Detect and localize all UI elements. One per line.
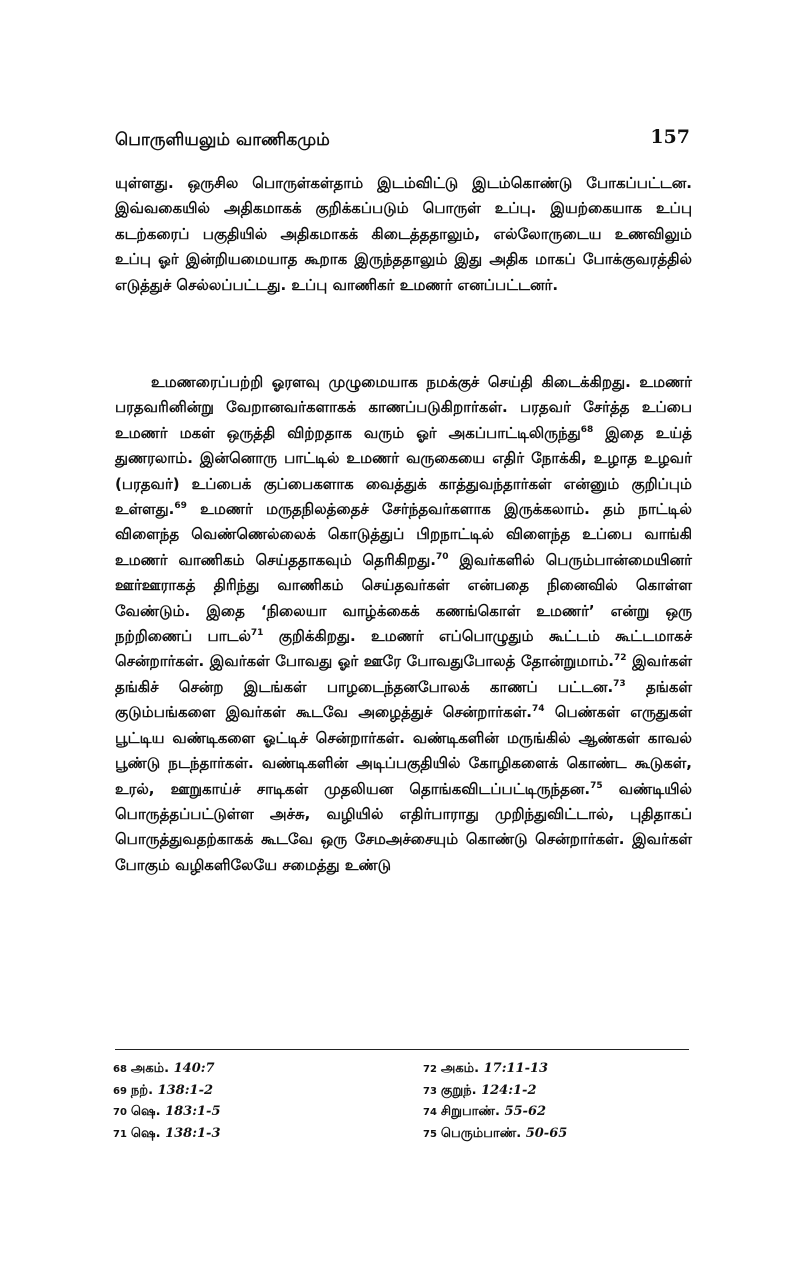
footnote-marker: 69 bbox=[174, 501, 187, 512]
footnote-source: குறுந். bbox=[440, 1082, 477, 1098]
footnote-entry bbox=[423, 1102, 693, 1124]
footnote-source: சிறுபாண். bbox=[440, 1104, 500, 1119]
footnote-marker: 74 bbox=[531, 704, 545, 715]
paragraph-text-run: குறிக்கிறது. உமணர் எப்பொழுதும் கூட்டம் கூட்டமாகச் சென்றார்கள். இவர்கள் போவது ஓர் ஊரே போவதுபோலத் தோன்றுமாம். bbox=[115, 627, 692, 671]
paragraph-text-run: வண்டியில் பொருத்தப்பட்டுள்ள அச்சு, வழியில் எதிர்பாராது முறிந்துவிட்டால், புதிதாகப் பொருத்துவதற்காகக் கூடவே ஒரு சேமஅச்சையும் கொண்டு சென்றார்கள். இவர்கள் போகும் வழிகளிலேயே சமைத்து உண்டு bbox=[115, 779, 693, 874]
footnote-marker: 70 bbox=[435, 551, 449, 562]
footnote-entry bbox=[423, 1081, 693, 1103]
footnote-source: ஷெ. bbox=[130, 1104, 161, 1119]
footnote-source: அகம். bbox=[440, 1061, 480, 1076]
footnote-number: 70 bbox=[113, 1107, 127, 1118]
footnote-entry bbox=[113, 1124, 383, 1146]
paragraph-text-run: உமணர் மருதநிலத்தைச் சேர்ந்தவர்களாக இருக்கலாம். தம் நாட்டில் விளைந்த வெண்ணெல்லைக் கொடுத்துப் பிறநாட்டில் விளைந்த உப்பை வாங்கி உமணர் வாணிகம் செய்ததாகவும் தெரிகிறது. bbox=[115, 500, 692, 569]
footnote-entry bbox=[113, 1059, 383, 1081]
footnote-source: அகம். bbox=[130, 1061, 170, 1076]
page-number: 157 bbox=[650, 126, 690, 148]
paragraph-text-run: இவர்கள் தங்கிச் சென்ற இடங்கள் பாழடைந்தனபோலக் காணப் பட்டன. bbox=[115, 652, 692, 696]
footnotes-left-column bbox=[113, 1059, 383, 1145]
footnote-marker: 75 bbox=[590, 780, 603, 791]
footnote-number: 72 bbox=[423, 1064, 437, 1075]
footnote-entry bbox=[113, 1081, 383, 1103]
footnotes-right-column bbox=[423, 1059, 693, 1145]
footnote-reference: 138:1-2 bbox=[157, 1082, 214, 1098]
page-header bbox=[115, 126, 690, 156]
footnote-source: பெரும்பாண். bbox=[440, 1125, 522, 1141]
footnote-reference: 138:1-3 bbox=[165, 1125, 221, 1141]
footnote-reference: 124:1-2 bbox=[481, 1082, 537, 1098]
footnote-marker: 72 bbox=[614, 653, 627, 664]
footnote-reference: 50-65 bbox=[525, 1125, 568, 1141]
paragraph-text-run: பெண்கள் எருதுகள் பூட்டிய வண்டிகளை ஓட்டிச் சென்றார்கள். வண்டிகளின் மருங்கில் ஆண்கள் காவல் பூண்டு நடந்தார்கள். வண்டிகளின் அடிப்பகுதியில் கோழிகளைக் கொண்ட கூடுகள், உரல், ஊறுகாய்ச் சாடிகள் முதலியன தொங்கவிடப்பட்டிருந்தன. bbox=[115, 703, 692, 798]
running-title: பொருளியலும் வாணிகமும் bbox=[115, 130, 330, 150]
footnote-reference: 183:1-5 bbox=[165, 1104, 221, 1119]
footnote-number: 68 bbox=[113, 1064, 127, 1075]
footnote-number: 69 bbox=[113, 1085, 127, 1097]
footnote-number: 75 bbox=[423, 1128, 437, 1140]
footnote-entry bbox=[113, 1102, 383, 1124]
paragraph-text-run: தங்கள் குடும்பங்களை இவர்கள் கூடவே அழைத்துச் சென்றார்கள். bbox=[115, 677, 693, 722]
paragraph-text-run: உமணரைப்பற்றி ஓரளவு முழுமையாக நமக்குச் செய்தி கிடைக்கிறது. உமணர் பரதவரினின்று வேறானவர்களாகக் காணப்படுகிறார்கள். பரதவர் சேர்த்த உப்பை உமணர் மகள் ஒருத்தி விற்றதாக வரும் ஓர் அகப்பாட்டிலிருந்து bbox=[115, 373, 692, 442]
footnote-number: 74 bbox=[423, 1107, 437, 1118]
paragraph-text-run: இவர்களில் பெரும்பான்மையினர் ஊர்ஊராகத் திரிந்து வாணிகம் செய்தவர்கள் என்பதை நினைவில் கொள்ள வேண்டும். இதை ‘நிலையா வாழ்க்கைக் கணங்கொள் உமணர்’ என்று ஒரு நற்றிணைப் பாடல் bbox=[115, 550, 692, 646]
footnote-marker: 68 bbox=[580, 424, 594, 435]
paragraph-text-run: இதை உய்த் துணரலாம். இன்னொரு பாட்டில் உமணர் வருகையை எதிர் நோக்கி, உழாத உழவர் (பரதவர்) உப்பைக் குப்பைகளாக வைத்துக் காத்துவந்தார்கள் என்னும் குறிப்பும் உள்ளது. bbox=[115, 423, 692, 519]
footnote-reference: 140:7 bbox=[173, 1061, 215, 1076]
footnote-source: நற். bbox=[130, 1082, 154, 1098]
footnote-entry bbox=[423, 1124, 693, 1146]
paragraph-text-run: யுள்ளது. ஒருசில பொருள்கள்தாம் இடம்விட்டு இடம்கொண்டு போகப்பட்டன. இவ்வகையில் அதிகமாகக் குறிக்கப்படும் பொருள் உப்பு. இயற்கையாக உப்பு கடற்கரைப் பகுதியில் அதிகமாகக் கிடைத்ததாலும், எல்லோருடைய உணவிலும் உப்பு ஓர் இன்றியமையாத கூறாக இருந்ததாலும் இது அதிக மாகப் போக்குவரத்தில் எடுத்துச் செல்லப்பட்டது. உப்பு வாணிகர் உமணர் எனப்பட்டனர். bbox=[115, 174, 692, 294]
footnote-reference: 55-62 bbox=[504, 1104, 547, 1119]
footnotes bbox=[113, 1059, 693, 1151]
footnote-number: 73 bbox=[423, 1085, 437, 1097]
paragraph-2 bbox=[115, 370, 692, 878]
footnote-marker: 71 bbox=[250, 628, 264, 639]
footnote-entry bbox=[423, 1059, 693, 1081]
footnote-number: 71 bbox=[113, 1128, 127, 1140]
footnote-divider bbox=[115, 1049, 689, 1050]
footnote-reference: 17:11-13 bbox=[483, 1061, 549, 1076]
paragraph-1 bbox=[115, 171, 692, 298]
footnote-source: ஷெ. bbox=[130, 1125, 161, 1141]
footnote-marker: 73 bbox=[613, 678, 626, 689]
